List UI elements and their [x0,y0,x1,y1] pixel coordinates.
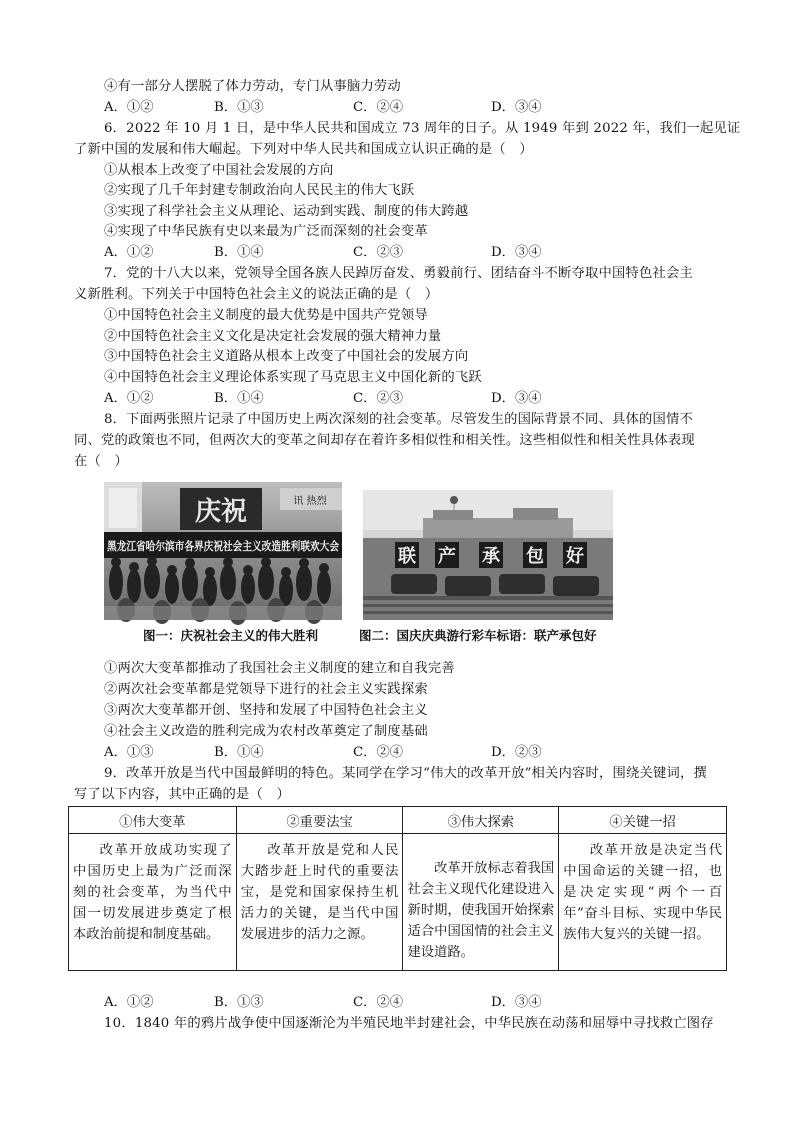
q6-stem-line2: 了新中国的发展和伟大崛起。下列对中华人民共和国成立认识正确的是（ ） [74,142,533,157]
photo-2-caption: 图二：国庆庆典游行彩车标语：联产承包好 [359,628,597,643]
choice-a: A．①③ [104,745,154,760]
q8-answer-choices [104,743,624,763]
choice-d: D．③④ [491,245,542,260]
photo-1-top-sign: 庆祝 [194,497,248,527]
choice-d: D．③④ [491,995,542,1010]
choice-d: D．②③ [491,745,542,760]
choice-b: B．①④ [214,245,264,260]
table-row [69,834,727,971]
table-cell-1 [69,834,237,971]
choice-a: A．①② [104,995,154,1010]
choice-c: C．②④ [353,100,404,115]
table-header-4: ④关键一招 [559,807,727,834]
cell-text-4: 改革开放是决定当代中国命运的关键一招，也是决定实现“两个一百年”奋斗目标、实现中华民族伟大复兴的关键一招。 [563,843,722,942]
q6-statement-3: ③实现了科学社会主义从理论、运动到实践、制度的伟大跨越 [104,204,469,219]
choice-c: C．②③ [353,245,404,260]
cell-text-2: 改革开放是党和人民大踏步赶上时代的重要法宝，是党和国家保持生机活力的关键，是当代中国发展进步的活力之源。 [240,843,399,942]
q7-answer-choices [104,389,624,409]
choice-b: B．①③ [214,995,264,1010]
q8-stem-line2: 同、党的政策也不同，但两次大的变革之间却存在着许多相似性和相关性。这些相似性和相关性具体表现 [74,433,695,448]
photo-1 [104,482,342,620]
photo-1-banner: 黑龙江省哈尔滨市各界庆祝社会主义改造胜利联欢大会 [107,539,340,553]
table-cell-3 [403,834,559,971]
q8-statement-4: ④社会主义改造的胜利完成为农村改革奠定了制度基础 [104,724,428,739]
q9-stem-line2: 写了以下内容，其中正确的是（ ） [74,787,290,802]
q8-statement-2: ②两次社会变革都是党领导下进行的社会主义实践探索 [104,682,428,697]
q5-answer-choices [104,98,624,118]
choice-b: B．①④ [214,391,264,406]
cell-text-3: 改革开放标志着我国社会主义现代化建设进入新时期，使我国开始探索适合中国国情的社会主义建设道路。 [407,861,555,960]
table-cell-4 [559,834,727,971]
choice-a: A．①② [104,100,154,115]
table-header-3: ③伟大探索 [403,807,559,834]
table-header-row [69,807,727,834]
q7-statement-3: ③中国特色社会主义道路从根本上改变了中国社会的发展方向 [104,349,469,364]
choice-b: B．①④ [214,745,264,760]
float-char-3: 承 [482,546,500,567]
photo-1-side-sign: 讯 热烈 [293,496,327,507]
photo-2-image [363,490,613,620]
choice-c: C．②④ [353,995,404,1010]
table-cell-2 [236,834,403,971]
photo-1-image [104,482,342,620]
float-char-5: 好 [566,546,584,567]
choice-c: C．②④ [353,745,404,760]
choice-a: A．①② [104,245,154,260]
photo-2 [363,490,613,620]
q8-stem-line1: 8．下面两张照片记录了中国历史上两次深刻的社会变革。尽管发生的国际背景不同、具体的国情不 [104,412,694,427]
q8-statement-3: ③两次大变革都开创、坚持和发展了中国特色社会主义 [104,703,428,718]
q6-statement-2: ②实现了几千年封建专制政治向人民民主的伟大飞跃 [104,183,415,198]
q10-stem-line1: 10．1840 年的鸦片战争使中国逐渐沦为半殖民地半封建社会，中华民族在动荡和屈辱中寻找救亡图存 [104,1016,714,1031]
q6-statement-4: ④实现了中华民族有史以来最为广泛而深刻的社会变革 [104,224,428,239]
q7-stem-line2: 义新胜利。下列关于中国特色社会主义的说法正确的是（ ） [74,287,439,302]
q8-stem-line3: 在（ ） [74,454,128,469]
photo-1-caption: 图一：庆祝社会主义的伟大胜利 [143,628,319,643]
q9-stem-line1: 9．改革开放是当代中国最鲜明的特色。某同学在学习“伟大的改革开放”相关内容时，围绕关键词，撰 [104,766,708,781]
q6-answer-choices [104,243,624,263]
choice-d: D．③④ [491,100,542,115]
q5-option-4: ④有一部分人摆脱了体力劳动，专门从事脑力劳动 [104,79,401,94]
q6-stem-line1: 6．2022 年 10 月 1 日，是中华人民共和国成立 73 周年的日子。从 1949 年到 2022 年，我们一起见证 [104,121,741,136]
q9-answer-choices [104,993,624,1013]
float-char-1: 联 [398,546,416,567]
float-char-2: 产 [438,546,456,567]
q9-table [68,806,727,971]
choice-b: B．①③ [214,100,264,115]
choice-d: D．③④ [491,391,542,406]
q7-statement-1: ①中国特色社会主义制度的最大优势是中国共产党领导 [104,308,428,323]
float-char-4: 包 [526,546,544,567]
choice-a: A．①② [104,391,154,406]
choice-c: C．②③ [353,391,404,406]
table-header-1: ①伟大变革 [69,807,237,834]
q8-statement-1: ①两次大变革都推动了我国社会主义制度的建立和自我完善 [104,661,455,676]
cell-text-1: 改革开放成功实现了中国历史上最为广泛而深刻的社会变革，为当代中国一切发展进步奠定了根本政治前提和制度基础。 [73,843,232,942]
q7-statement-4: ④中国特色社会主义理论体系实现了马克思主义中国化新的飞跃 [104,370,482,385]
table-header-2: ②重要法宝 [236,807,403,834]
q7-stem-line1: 7．党的十八大以来，党领导全国各族人民踔厉奋发、勇毅前行、团结奋斗不断夺取中国特色社会主 [104,266,694,281]
q6-statement-1: ①从根本上改变了中国社会发展的方向 [104,163,334,178]
q7-statement-2: ②中国特色社会主义文化是决定社会发展的强大精神力量 [104,329,442,344]
